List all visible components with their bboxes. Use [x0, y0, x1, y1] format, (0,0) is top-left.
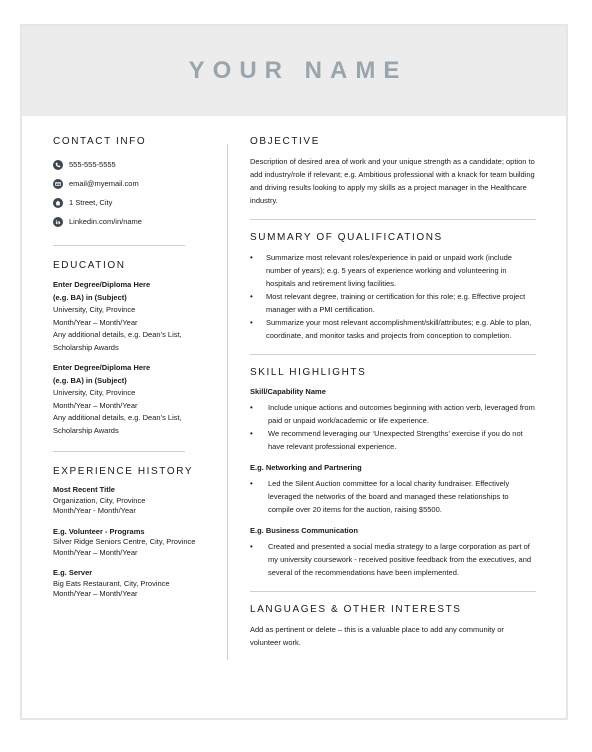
divider: [250, 219, 536, 220]
skill-group: [250, 386, 536, 453]
list-item: • Summarize most relevant roles/experience in paid or unpaid work (include number of years); e.g. 5 years of experience working and volunteering in hospitals and retirement living facilities.: [266, 251, 536, 290]
candidate-name: YOUR NAME: [188, 57, 408, 84]
languages-title: LANGUAGES & OTHER INTERESTS: [250, 604, 462, 615]
contact-list: [53, 155, 207, 231]
skill-group-name: Skill/Capability Name: [250, 387, 326, 396]
contact-linkedin-text: Linkedin.com/in/name: [69, 217, 142, 226]
experience-org: Organization, City, Province: [53, 495, 146, 505]
education-entry: [53, 362, 207, 437]
experience-entry: [53, 568, 207, 600]
qualifications-list: [250, 251, 536, 342]
divider: [53, 451, 185, 452]
experience-org: Silver Ridge Seniors Centre, City, Province: [53, 537, 196, 546]
list-item: • Include unique actions and outcomes beginning with action verb, leveraged from paid or unpaid work/academic or life experience.: [268, 401, 536, 427]
experience-dates: Month/Year – Month/Year: [53, 589, 138, 598]
education-details: Any additional details, e.g. Dean’s List, Scholarship Awards: [53, 413, 182, 435]
education-school: University, City, Province: [53, 388, 136, 397]
divider: [250, 591, 536, 592]
education-title: EDUCATION: [53, 260, 126, 271]
home-icon: [53, 198, 63, 208]
list-item: • Led the Silent Auction committee for a local charity fundraiser. Effectively leveraged the networks of the board and managed these relationships to compile over 20 items for the auction, raising $5500.: [268, 477, 536, 516]
contact-address-text: 1 Street, City: [69, 198, 113, 207]
contact-address: [53, 193, 207, 212]
education-dates: Month/Year – Month/Year: [53, 317, 138, 327]
list-item: • We recommend leveraging our ‘Unexpected Strengths’ exercise if you do not have relevant professional experience.: [268, 427, 536, 453]
contact-title: CONTACT INFO: [53, 136, 147, 147]
contact-phone: [53, 155, 207, 174]
languages-text: Add as pertinent or delete – this is a valuable place to add any community or volunteer work.: [250, 625, 504, 647]
linkedin-icon: [53, 217, 63, 227]
experience-role: E.g. Server: [53, 568, 93, 577]
contact-linkedin: [53, 212, 207, 231]
education-field: (e.g. BA) in (Subject): [53, 375, 127, 385]
contact-email-text: email@myemail.com: [69, 179, 139, 188]
skill-group-name: E.g. Networking and Partnering: [250, 463, 362, 472]
experience-dates: Month/Year - Month/Year: [53, 506, 136, 515]
experience-dates: Month/Year – Month/Year: [53, 547, 138, 557]
contact-email: [53, 174, 207, 193]
skill-list: [250, 401, 536, 453]
list-item: • Summarize your most relevant accomplishment/skill/attributes; e.g. Able to plan, coordinate, and monitor tasks and projects from conception to completion.: [266, 316, 536, 342]
phone-icon: [53, 160, 63, 170]
education-degree: Enter Degree/Diploma Here: [53, 363, 151, 372]
divider: [53, 245, 185, 246]
skill-group: [250, 462, 536, 516]
skills-title: SKILL HIGHLIGHTS: [250, 367, 367, 378]
experience-entry: [53, 527, 207, 559]
skill-list: [250, 477, 536, 516]
experience-role: E.g. Volunteer - Programs: [53, 526, 145, 536]
experience-entry: [53, 485, 207, 517]
right-column: [250, 136, 536, 649]
education-entry: [53, 279, 207, 354]
experience-title: EXPERIENCE HISTORY: [53, 466, 194, 477]
header-banner: [22, 26, 566, 116]
left-column: [53, 136, 207, 610]
qualifications-title: SUMMARY OF QUALIFICATIONS: [250, 232, 443, 243]
email-icon: [53, 179, 63, 189]
education-field: (e.g. BA) in (Subject): [53, 292, 127, 302]
divider: [250, 354, 536, 355]
experience-role: Most Recent Title: [53, 485, 115, 494]
education-school: University, City, Province: [53, 305, 136, 314]
objective-title: OBJECTIVE: [250, 136, 320, 147]
skill-group-name: E.g. Business Communication: [250, 526, 358, 535]
skill-list: [250, 540, 536, 579]
experience-org: Big Eats Restaurant, City, Province: [53, 578, 170, 588]
contact-phone-text: 555-555-5555: [69, 160, 116, 169]
education-degree: Enter Degree/Diploma Here: [53, 280, 151, 289]
column-divider: [227, 144, 228, 660]
resume-page: [20, 24, 568, 720]
list-item: • Created and presented a social media strategy to a large corporation as part of my university coursework - received positive feedback from the executives, and several of the recommendations have been implemented.: [268, 540, 536, 579]
objective-text: Description of desired area of work and your unique strength as a candidate; option to add industry/role if relevant; e.g. Ambitious professional with a knack for team building and driving results looking to apply my skills as a project manager in the Healthcare industry.: [250, 157, 535, 205]
education-details: Any additional details, e.g. Dean’s List, Scholarship Awards: [53, 330, 182, 352]
education-dates: Month/Year – Month/Year: [53, 400, 138, 410]
skill-group: [250, 525, 536, 579]
list-item: • Most relevant degree, training or certification for this role; e.g. Effective project manager with a PMI certification.: [266, 290, 536, 316]
